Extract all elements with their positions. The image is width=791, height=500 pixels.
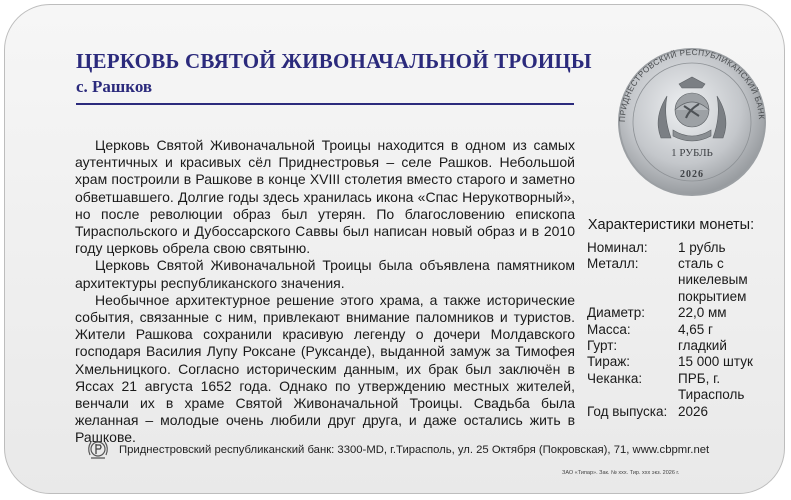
spec-value: 22,0 мм (678, 305, 727, 321)
article-paragraph-3: Необычное архитектурное решение этого храма, а также исторические события, связанные с ним, привлекают внимание паломников и туристов. Жители Рашкова сохранили красивую легенду о дочери Молдавского господаря Василия Лупу Роксане (Руксанде), выданной замуж за Тимофея Хмельницкого. Согласно историческим данным, их брак был заключён в Яссах 21 августа 1652 года. Однако по утверждению местных жителей, венчали их в храме Святой Живоначальной Троицы. Свадьба была желанная – молодые очень любили друг друга, и даже остались жить в Рашкове. (75, 291, 575, 446)
article-text (75, 137, 575, 447)
spec-row (587, 404, 785, 420)
specs-title: Характеристики монеты: (587, 217, 755, 233)
coin-card (4, 4, 785, 494)
article-paragraph-1: Церковь Святой Живоначальной Троицы находится в одном из самых аутентичных и красивых сёл Приднестровья – селе Рашков. Небольшой храм построили в Рашкове в конце XVIII столетия вместо старого и заметно обветшавшего. Долгие годы здесь хранилась икона «Спас Нерукотворный», но после революции образ был утерян. По благословению епископа Тираспольского и Дубоссарского Саввы был написан новый образ и в 2010 году церковь обрела свою святыню. (75, 137, 575, 257)
spec-value: 4,65 г (678, 321, 713, 337)
spec-label: Масса: (587, 321, 631, 337)
bank-logo-icon (85, 437, 111, 463)
spec-value: 2026 (678, 403, 709, 419)
title-divider (76, 103, 574, 105)
spec-label: Чеканка: (587, 370, 643, 386)
spec-value: ПРБ, г. Тирасполь (678, 370, 745, 403)
spec-label: Тираж: (587, 354, 630, 370)
spec-row (587, 338, 785, 354)
spec-label: Год выпуска: (587, 403, 668, 419)
spec-label: Металл: (587, 255, 639, 271)
spec-value: гладкий (678, 337, 727, 353)
spec-row (587, 305, 785, 321)
spec-value: 15 000 штук (678, 354, 753, 370)
spec-row (587, 354, 785, 370)
coin-year: 2026 (680, 169, 704, 180)
spec-row (587, 256, 785, 305)
page-title: ЦЕРКОВЬ СВЯТОЙ ЖИВОНАЧАЛЬНОЙ ТРОИЦЫ (76, 49, 592, 73)
page-subtitle: с. Рашков (76, 77, 153, 96)
coin-denomination: 1 РУБЛЬ (671, 147, 713, 159)
footer-address: Приднестровский республиканский банк: 3300-MD, г.Тирасполь, ул. 25 Октября (Покровская), 71, www.cbpmr.net (119, 444, 710, 456)
article-paragraph-2: Церковь Святой Живоначальной Троицы была объявлена памятником архитектуры республиканского значения. (75, 257, 575, 291)
spec-value: сталь с никелевым покрытием (678, 255, 748, 304)
footer (85, 437, 709, 463)
spec-row (587, 322, 785, 338)
spec-row (587, 240, 785, 256)
coin-specs (587, 217, 785, 420)
spec-label: Номинал: (587, 239, 648, 255)
spec-label: Диаметр: (587, 305, 645, 321)
print-info: ЗАО «Типар». Зак. № ххх. Тир. ххх экз. 2026 г. (562, 470, 680, 476)
spec-label: Гурт: (587, 337, 618, 353)
coin-image (601, 46, 783, 197)
spec-value: 1 рубль (678, 239, 726, 255)
spec-row (587, 371, 785, 404)
coin-rim-text: ПРИДНЕСТРОВСКИЙ РЕСПУБЛИКАНСКИЙ БАНК (617, 47, 766, 123)
